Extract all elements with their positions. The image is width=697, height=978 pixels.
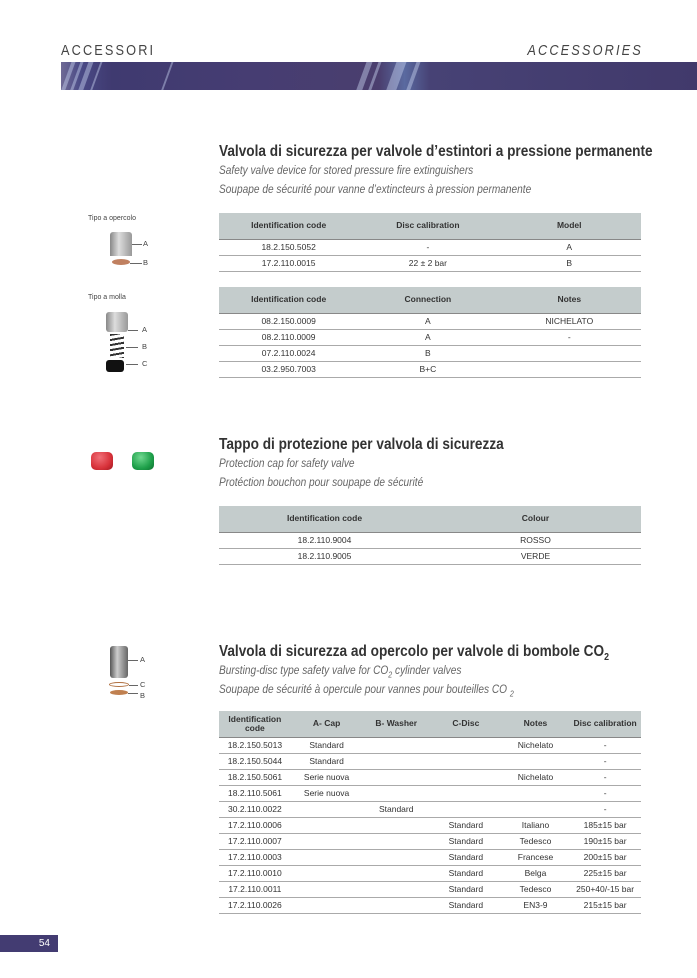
pin-label: A — [142, 325, 148, 334]
table-cell: Italiano — [502, 817, 570, 833]
pin-label: C — [142, 359, 148, 368]
table-cell: Serie nuova — [291, 785, 363, 801]
table-cell — [498, 361, 642, 377]
table-cell — [430, 785, 502, 801]
subscript: 2 — [388, 670, 393, 680]
table-cell: 18.2.110.5061 — [219, 785, 291, 801]
page-number: 54 — [0, 935, 58, 952]
table-cell — [362, 817, 430, 833]
table-cell: Tedesco — [502, 833, 570, 849]
table-cell — [362, 833, 430, 849]
column-header: Identification code — [219, 213, 358, 239]
table-row — [219, 239, 641, 255]
spring-valve-table — [219, 287, 641, 378]
column-header: Colour — [430, 506, 641, 532]
column-header: Notes — [502, 711, 570, 737]
table-cell: 08.2.110.0009 — [219, 329, 358, 345]
safety-valve-table — [219, 213, 641, 272]
title-text: Valvola di sicurezza ad opercolo per valvole di bombole CO — [219, 643, 605, 660]
table-cell — [362, 785, 430, 801]
table-cell: Belga — [502, 865, 570, 881]
table-cell: 17.2.110.0006 — [219, 817, 291, 833]
subscript: 2 — [604, 652, 609, 664]
disc-image — [112, 259, 130, 265]
table-cell: 18.2.150.5061 — [219, 769, 291, 785]
table-cell: 18.2.110.9005 — [219, 548, 430, 564]
green-cap-image — [132, 452, 154, 470]
table-cell — [291, 849, 363, 865]
table-row — [219, 532, 641, 548]
section3-subtitle-en — [219, 665, 461, 679]
table-cell: Standard — [430, 865, 502, 881]
protection-cap-table — [219, 506, 641, 565]
text: Bursting-disc type safety valve for CO — [219, 665, 389, 677]
table-cell: 250+40/-15 bar — [569, 881, 641, 897]
table-cell: B+C — [358, 361, 497, 377]
column-header: Identification code — [219, 287, 358, 313]
spring-image — [110, 334, 124, 358]
table-cell: B — [358, 345, 497, 361]
section-header-it: ACCESSORI — [61, 42, 156, 59]
table-row — [219, 737, 641, 753]
table-cell — [362, 881, 430, 897]
column-header: Identification code — [219, 711, 291, 737]
table-cell: A — [358, 313, 497, 329]
table-cell: EN3-9 — [502, 897, 570, 913]
table-cell: Standard — [430, 849, 502, 865]
table-cell: Serie nuova — [291, 769, 363, 785]
table-cell — [498, 345, 642, 361]
table-row — [219, 865, 641, 881]
table-cell — [362, 737, 430, 753]
cap-image — [106, 360, 124, 372]
image1-caption: Tipo a opercolo — [88, 215, 136, 222]
section-header-en: ACCESSORIES — [527, 42, 643, 59]
table-row — [219, 255, 641, 271]
section1-subtitle-en: Safety valve device for stored pressure fire extinguishers — [219, 165, 474, 177]
table-cell: A — [498, 239, 642, 255]
column-header: Model — [498, 213, 642, 239]
section3-title — [219, 643, 609, 663]
table-cell — [362, 897, 430, 913]
column-header: Disc calibration — [358, 213, 497, 239]
table-cell: Standard — [291, 737, 363, 753]
table-row — [219, 817, 641, 833]
table-header-row — [219, 287, 641, 313]
table-cell: 17.2.110.0011 — [219, 881, 291, 897]
table-cell — [362, 849, 430, 865]
table-cell — [362, 769, 430, 785]
table-cell: 17.2.110.0010 — [219, 865, 291, 881]
co2-valve-table — [219, 711, 641, 914]
table-cell: 225±15 bar — [569, 865, 641, 881]
pin-label: B — [142, 342, 148, 351]
pin-label: A — [140, 655, 146, 664]
table-cell — [291, 833, 363, 849]
pin-label: B — [143, 258, 149, 267]
table-cell: Nichelato — [502, 769, 570, 785]
pin-label: C — [140, 680, 146, 689]
table-cell: ROSSO — [430, 532, 641, 548]
table-cell: Francese — [502, 849, 570, 865]
table-cell: A — [358, 329, 497, 345]
table-cell: 22 ± 2 bar — [358, 255, 497, 271]
section2-title: Tappo di protezione per valvola di sicurezza — [219, 436, 504, 453]
table-cell — [502, 785, 570, 801]
table-cell — [362, 753, 430, 769]
table-cell — [291, 801, 363, 817]
table-cell: 18.2.110.9004 — [219, 532, 430, 548]
table-cell: 18.2.150.5013 — [219, 737, 291, 753]
section2-subtitle-en: Protection cap for safety valve — [219, 458, 355, 470]
column-header: Identification code — [219, 506, 430, 532]
section2-subtitle-fr: Protéction bouchon pour soupape de sécurité — [219, 477, 424, 489]
table-cell: 17.2.110.0015 — [219, 255, 358, 271]
table-cell: VERDE — [430, 548, 641, 564]
table-cell — [291, 865, 363, 881]
table-cell: 17.2.110.0026 — [219, 897, 291, 913]
table-header-row — [219, 213, 641, 239]
table-cell: 200±15 bar — [569, 849, 641, 865]
table-cell: 17.2.110.0003 — [219, 849, 291, 865]
table-cell: 185±15 bar — [569, 817, 641, 833]
table-cell: - — [569, 801, 641, 817]
table-cell: Tedesco — [502, 881, 570, 897]
header-banner — [61, 62, 697, 90]
table-cell: 17.2.110.0007 — [219, 833, 291, 849]
pin-label: B — [140, 691, 146, 700]
section1-title: Valvola di sicurezza per valvole d’estintori a pressione permanente — [219, 143, 653, 160]
table-cell: 30.2.110.0022 — [219, 801, 291, 817]
table-cell — [291, 881, 363, 897]
table-cell: Standard — [291, 753, 363, 769]
spring-valve-image — [106, 312, 128, 332]
disc-image — [110, 690, 128, 695]
table-header-row — [219, 711, 641, 737]
co2-valve-image — [110, 646, 128, 678]
table-cell — [291, 897, 363, 913]
red-cap-image — [91, 452, 113, 470]
table-row — [219, 329, 641, 345]
table-cell: Nichelato — [502, 737, 570, 753]
column-header: Connection — [358, 287, 497, 313]
table-row — [219, 849, 641, 865]
table-cell: 215±15 bar — [569, 897, 641, 913]
column-header: Disc calibration — [569, 711, 641, 737]
table-row — [219, 361, 641, 377]
table-cell — [430, 769, 502, 785]
table-row — [219, 769, 641, 785]
image2-caption: Tipo a molla — [88, 294, 126, 301]
column-header: B- Washer — [362, 711, 430, 737]
section1-subtitle-fr: Soupape de sécurité pour vanne d’extincteurs à pression permanente — [219, 184, 532, 196]
table-row — [219, 548, 641, 564]
table-cell: Standard — [430, 881, 502, 897]
text: cylinder valves — [392, 665, 462, 677]
table-cell: Standard — [362, 801, 430, 817]
table-row — [219, 345, 641, 361]
washer-image — [109, 682, 129, 687]
pin-label: A — [143, 239, 149, 248]
table-cell: - — [569, 785, 641, 801]
table-cell: - — [569, 769, 641, 785]
table-row — [219, 785, 641, 801]
table-cell: 07.2.110.0024 — [219, 345, 358, 361]
table-row — [219, 881, 641, 897]
burst-disc-valve-image — [110, 232, 132, 256]
table-cell: 18.2.150.5052 — [219, 239, 358, 255]
table-cell: NICHELATO — [498, 313, 642, 329]
table-row — [219, 897, 641, 913]
table-cell — [502, 801, 570, 817]
table-cell: - — [569, 753, 641, 769]
text: Soupape de sécurité à opercule pour vannes pour bouteilles CO — [219, 684, 508, 696]
column-header: Notes — [498, 287, 642, 313]
table-cell: Standard — [430, 817, 502, 833]
table-cell — [362, 865, 430, 881]
table-cell: 08.2.150.0009 — [219, 313, 358, 329]
table-cell — [291, 817, 363, 833]
table-cell: 03.2.950.7003 — [219, 361, 358, 377]
table-row — [219, 801, 641, 817]
table-header-row — [219, 506, 641, 532]
subscript: 2 — [509, 689, 514, 699]
table-cell: - — [569, 737, 641, 753]
table-row — [219, 753, 641, 769]
table-cell: - — [498, 329, 642, 345]
table-cell — [430, 753, 502, 769]
table-cell — [430, 801, 502, 817]
section3-subtitle-fr — [219, 684, 514, 698]
table-cell — [502, 753, 570, 769]
column-header: A- Cap — [291, 711, 363, 737]
table-cell: - — [358, 239, 497, 255]
table-row — [219, 833, 641, 849]
table-cell: 190±15 bar — [569, 833, 641, 849]
column-header: C-Disc — [430, 711, 502, 737]
table-cell — [430, 737, 502, 753]
table-cell: B — [498, 255, 642, 271]
table-cell: Standard — [430, 897, 502, 913]
table-cell: 18.2.150.5044 — [219, 753, 291, 769]
table-row — [219, 313, 641, 329]
table-cell: Standard — [430, 833, 502, 849]
